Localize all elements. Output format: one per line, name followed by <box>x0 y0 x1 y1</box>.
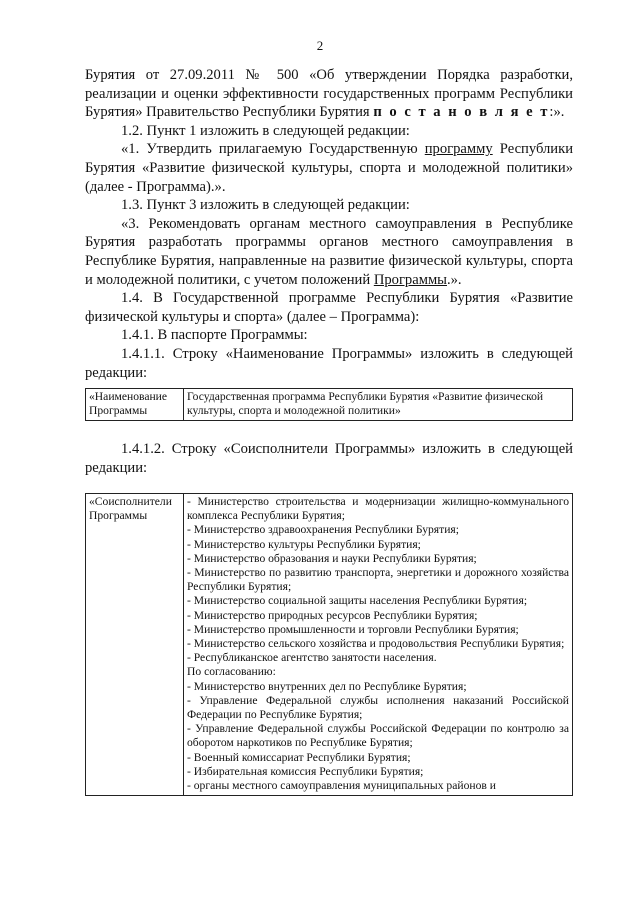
document-body <box>85 66 573 382</box>
intro-spaced-word: п о с т а н о в л я е т <box>373 104 550 121</box>
list-item: - Республиканское агентство занятости населения. <box>187 651 437 665</box>
program-name-table <box>85 388 573 421</box>
list-item: - Министерство сельского хозяйства и продовольствия Республики Бурятия; <box>187 637 565 651</box>
paragraph-1-4-1-1: 1.4.1.1. Строку «Наименование Программы» изложить в следующей редакции: <box>85 345 573 381</box>
list-item: - Министерство культуры Республики Бурятия; <box>187 537 421 551</box>
table-value-cell <box>184 494 573 796</box>
co-executors-table <box>85 493 573 796</box>
quote3-after: .». <box>446 271 462 288</box>
list-item: - Министерство природных ресурсов Республики Бурятия; <box>187 608 478 622</box>
list-item: - Управление Федеральной службы Российской Федерации по контролю за оборотом наркотиков по Республике Бурятия; <box>187 722 569 750</box>
paragraph-1-2: 1.2. Пункт 1 изложить в следующей редакции: <box>121 122 410 139</box>
list-item: - Министерство внутренних дел по Республике Бурятия; <box>187 679 467 693</box>
list-item: - органы местного самоуправления муниципальных районов и <box>187 779 496 793</box>
table-label-cell: «Наименование Программы <box>86 389 184 421</box>
intro-paragraph <box>85 66 573 122</box>
page-number: 2 <box>316 38 324 53</box>
paragraph-1-4-1-2: 1.4.1.2. Строку «Соисполнители Программы» изложить в следующей редакции: <box>85 441 573 476</box>
table-row <box>86 494 573 796</box>
quote-point-3 <box>85 215 573 289</box>
list-item: - Министерство строительства и модернизации жилищно-коммунального комплекса Республики Бурятия; <box>187 495 569 523</box>
quote1-after: Республики Бурятия «Развитие физической культуры, спорта и молодежной политики» (далее - Программа).». <box>85 141 574 195</box>
table-value-cell: Государственная программа Республики Бурятия «Развитие физической культуры, спорта и молодежной политики» <box>184 389 573 421</box>
list-item: - Избирательная комиссия Республики Бурятия; <box>187 764 424 778</box>
table-label-cell: «Соисполнители Программы <box>86 494 184 796</box>
list-item: - Министерство здравоохранения Республики Бурятия; <box>187 523 459 537</box>
intro-ending: :». <box>549 104 565 121</box>
paragraph-1-4: 1.4. В Государственной программе Республики Бурятия «Развитие физической культуры и спорта» (далее – Программа): <box>85 290 573 325</box>
list-item: По согласованию: <box>187 665 276 679</box>
paragraph-block-2 <box>85 440 573 477</box>
list-item: - Министерство образования и науки Республики Бурятия; <box>187 551 477 565</box>
intro-text: Бурятия от 27.09.2011 № 500 «Об утверждении Порядка разработки, реализации и оценки эффективности государственных программ Республики Бурятия» Правительство Республики Бурятия <box>85 67 573 121</box>
table-row <box>86 389 573 421</box>
list-item: - Военный комиссариат Республики Бурятия; <box>187 750 411 764</box>
quote3-before: «3. Рекомендовать органам местного самоуправления в Республике Бурятия разработать программы органов местного самоуправления в Республике Бурятия, направленные на развитие физической культуры, спорта и молодежной политики, с учетом положений <box>85 215 573 288</box>
list-item: - Министерство промышленности и торговли Республики Бурятия; <box>187 622 519 636</box>
list-item: - Управление Федеральной службы исполнения наказаний Российской Федерации по Республике Бурятия; <box>187 693 569 722</box>
quote1-before: «1. Утвердить прилагаемую Государственную <box>121 141 425 158</box>
list-item: - Министерство по развитию транспорта, энергетики и дорожного хозяйства Республики Бурятия; <box>187 566 569 594</box>
paragraph-1-4-1: 1.4.1. В паспорте Программы: <box>121 327 308 344</box>
program-link[interactable]: программу <box>424 141 493 158</box>
paragraph-1-3: 1.3. Пункт 3 изложить в следующей редакции: <box>121 197 410 214</box>
list-item: - Министерство социальной защиты населения Республики Бурятия; <box>187 594 528 608</box>
programs-link[interactable]: Программы <box>373 271 447 288</box>
quote-point-1 <box>85 140 573 196</box>
